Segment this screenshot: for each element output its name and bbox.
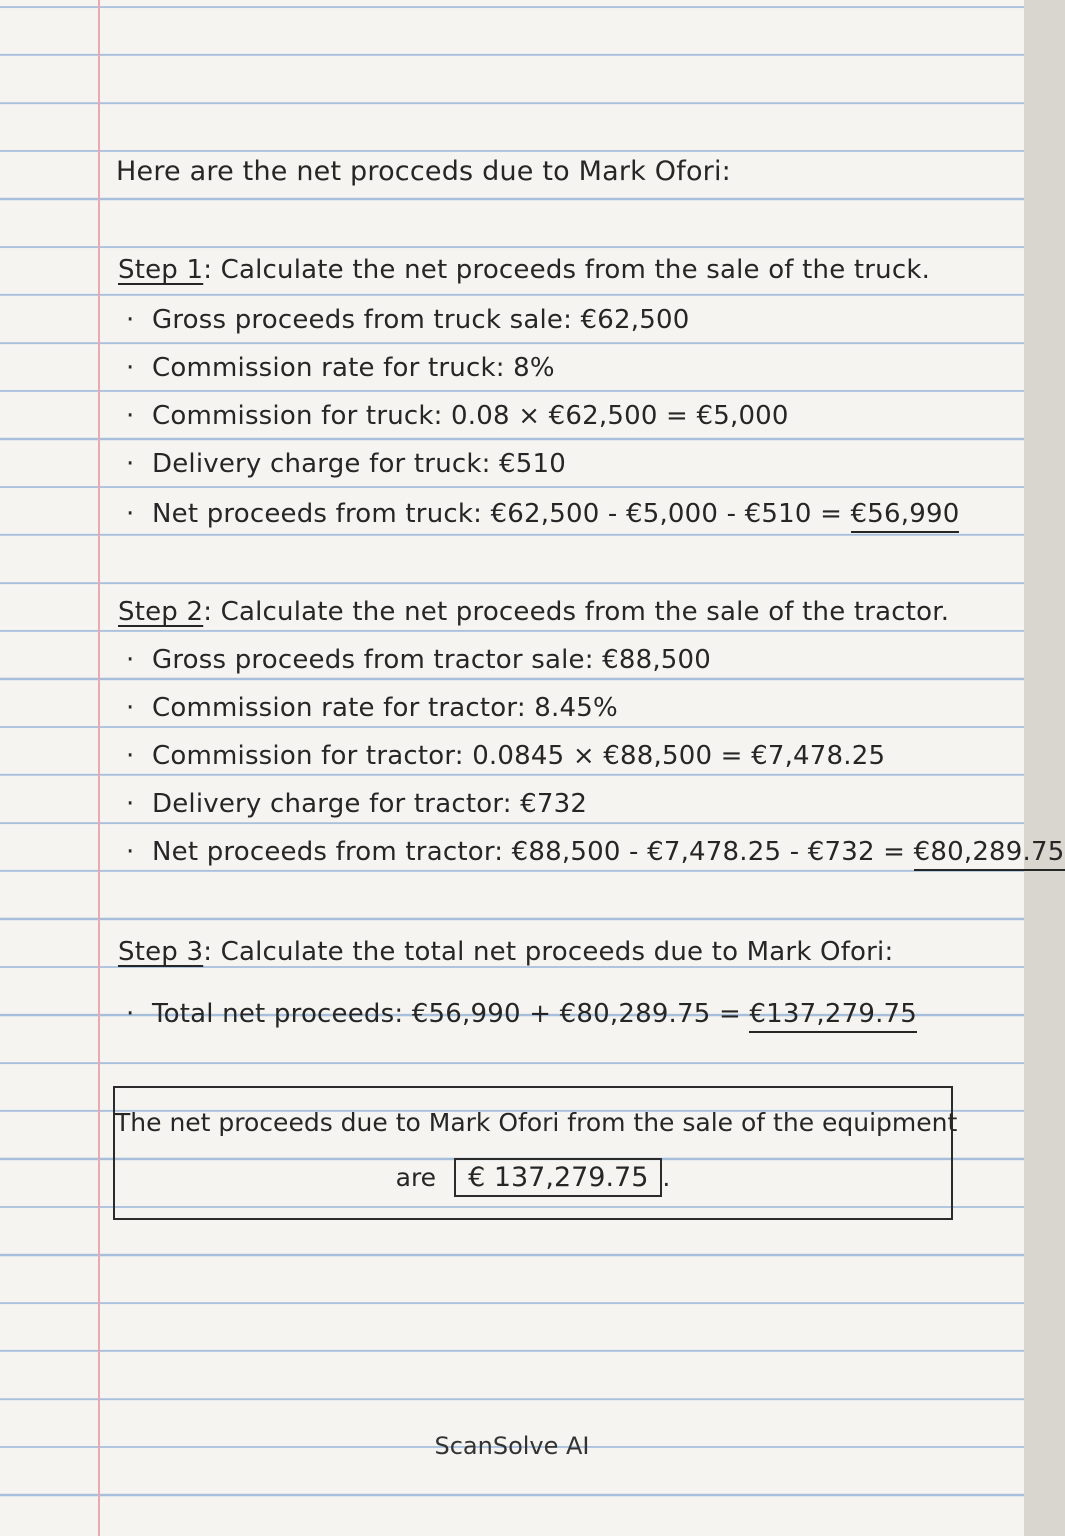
list-item-text: Net proceeds from truck: €62,500 - €5,000 - €510 = [152,499,851,529]
step-title: : Calculate the net proceeds from the sale of the tractor. [203,597,950,627]
list-item [126,788,587,820]
result-value: €56,990 [851,499,960,533]
bullet-icon: · [126,499,135,529]
step-3-heading [118,936,893,968]
list-item [126,400,789,432]
list-item-text: Delivery charge for truck: €510 [152,449,567,479]
list-item-text: Commission for truck: 0.08 × €62,500 = €5,000 [152,401,789,431]
list-item-text: Commission rate for tractor: 8.45% [152,693,618,723]
list-item [126,692,618,724]
list-item [126,448,566,480]
list-item-text: Delivery charge for tractor: €732 [152,789,588,819]
bullet-icon: · [126,645,135,675]
list-item-text: Commission rate for truck: 8% [152,353,555,383]
step-title: : Calculate the total net proceeds due to Mark Ofori: [203,937,894,967]
step-2-heading [118,596,949,628]
bullet-icon: · [126,999,135,1029]
list-item [126,740,885,772]
step-label: Step 2 [118,597,204,627]
list-item-text: Total net proceeds: €56,990 + €80,289.75 = [152,999,750,1029]
answer-sentence: The net proceeds due to Mark Ofori from the sale of the equipment [115,1108,958,1137]
list-item [126,836,1065,868]
bullet-icon: · [126,693,135,723]
step-label: Step 3 [118,937,204,967]
answer-line [115,1158,951,1197]
intro-text: Here are the net procceds due to Mark Ofori: [116,156,731,187]
list-item [126,352,555,384]
bullet-icon: · [126,353,135,383]
margin-line [98,0,100,1536]
result-value: €137,279.75 [749,999,917,1033]
answer-value: € 137,279.75 [454,1158,662,1197]
bullet-icon: · [126,789,135,819]
list-item-text: Commission for tractor: 0.0845 × €88,500 = €7,478.25 [152,741,886,771]
bullet-icon: · [126,305,135,335]
step-1-heading [118,254,930,286]
answer-box [113,1086,958,1220]
list-item [126,304,689,336]
step-label: Step 1 [118,255,204,285]
list-item [126,998,917,1030]
bullet-icon: · [126,741,135,771]
answer-prefix: are [395,1163,437,1192]
list-item-text: Net proceeds from tractor: €88,500 - €7,478.25 - €732 = [152,837,914,867]
bullet-icon: · [126,401,135,431]
answer-suffix: . [662,1163,671,1192]
bullet-icon: · [126,837,135,867]
bullet-icon: · [126,449,135,479]
list-item [126,644,711,676]
step-title: : Calculate the net proceeds from the sale of the truck. [203,255,931,285]
result-value: €80,289.75 [914,837,1065,871]
watermark-text: ScanSolve AI [434,1432,590,1460]
list-item-text: Gross proceeds from tractor sale: €88,500 [152,645,712,675]
list-item-text: Gross proceeds from truck sale: €62,500 [152,305,690,335]
list-item [126,498,959,530]
